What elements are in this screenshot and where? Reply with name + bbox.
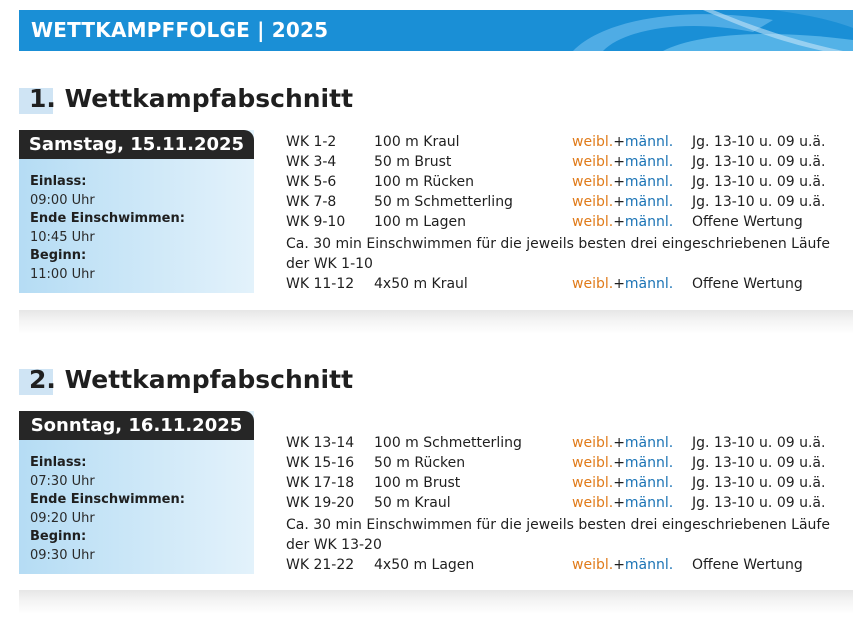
event-gender [572, 433, 673, 453]
event-distance: 4x50 m Lagen [374, 557, 475, 573]
event-number: WK 15-16 [286, 455, 355, 471]
event-category: Offene Wertung [692, 214, 803, 230]
male-label: männl. [624, 174, 674, 190]
plus-sign: + [613, 495, 625, 511]
male-label: männl. [624, 435, 674, 451]
plus-sign: + [613, 214, 625, 230]
event-number: WK 1-2 [286, 134, 337, 150]
event-number: WK 11-12 [286, 276, 355, 292]
plus-sign: + [613, 276, 625, 292]
event-gender [572, 473, 673, 493]
info-value: 10:45 Uhr [30, 229, 95, 245]
event-category: Jg. 13-10 u. 09 u.ä. [692, 435, 826, 451]
info-value: 09:20 Uhr [30, 510, 95, 526]
plus-sign: + [613, 134, 625, 150]
event-gender [572, 212, 673, 232]
swoosh-graphic [543, 10, 853, 51]
info-label: Ende Einschwimmen: [30, 211, 185, 226]
event-row [286, 493, 846, 513]
female-label: weibl. [572, 194, 614, 210]
event-gender [572, 555, 673, 575]
banner-title: WETTKAMPFFOLGE | 2025 [31, 18, 329, 42]
title-banner [19, 10, 853, 51]
event-row [286, 132, 846, 152]
section-heading [19, 84, 519, 118]
day-header: Sonntag, 16.11.2025 [19, 411, 254, 440]
plus-sign: + [613, 455, 625, 471]
plus-sign: + [613, 475, 625, 491]
event-number: WK 17-18 [286, 475, 355, 491]
event-distance: 100 m Kraul [374, 134, 460, 150]
event-category: Jg. 13-10 u. 09 u.ä. [692, 154, 826, 170]
plus-sign: + [613, 557, 625, 573]
info-value: 07:30 Uhr [30, 473, 95, 489]
event-gender [572, 274, 673, 294]
event-row [286, 152, 846, 172]
male-label: männl. [624, 134, 674, 150]
warmup-note: Ca. 30 min Einschwimmen für die jeweils besten drei eingeschriebenen Läufe der WK 1-10 [286, 236, 830, 272]
info-value: 09:00 Uhr [30, 192, 95, 208]
male-label: männl. [624, 214, 674, 230]
day-box [19, 411, 254, 574]
event-distance: 100 m Rücken [374, 174, 475, 190]
section-title [29, 365, 353, 394]
event-category: Jg. 13-10 u. 09 u.ä. [692, 174, 826, 190]
event-category: Jg. 13-10 u. 09 u.ä. [692, 134, 826, 150]
event-row [286, 192, 846, 212]
info-label: Beginn: [30, 248, 87, 263]
male-label: männl. [624, 455, 674, 471]
male-label: männl. [624, 475, 674, 491]
section-title [29, 84, 353, 113]
event-distance: 100 m Brust [374, 475, 461, 491]
event-category: Jg. 13-10 u. 09 u.ä. [692, 495, 826, 511]
event-gender [572, 172, 673, 192]
male-label: männl. [624, 557, 674, 573]
female-label: weibl. [572, 435, 614, 451]
info-label: Beginn: [30, 529, 87, 544]
event-distance: 50 m Kraul [374, 495, 451, 511]
female-label: weibl. [572, 174, 614, 190]
female-label: weibl. [572, 276, 614, 292]
info-label: Ende Einschwimmen: [30, 492, 185, 507]
male-label: männl. [624, 276, 674, 292]
section-number: 1. [29, 84, 56, 113]
event-number: WK 9-10 [286, 214, 346, 230]
day-info [30, 454, 185, 565]
event-number: WK 7-8 [286, 194, 337, 210]
section-heading-text: Wettkampfabschnitt [64, 365, 354, 394]
female-label: weibl. [572, 557, 614, 573]
event-gender [572, 493, 673, 513]
female-label: weibl. [572, 455, 614, 471]
section-divider [19, 310, 853, 334]
event-category: Jg. 13-10 u. 09 u.ä. [692, 475, 826, 491]
relay-row [286, 555, 846, 575]
event-number: WK 19-20 [286, 495, 355, 511]
event-gender [572, 453, 673, 473]
section-divider [19, 590, 853, 614]
event-distance: 4x50 m Kraul [374, 276, 468, 292]
event-number: WK 3-4 [286, 154, 337, 170]
plus-sign: + [613, 194, 625, 210]
day-info [30, 173, 185, 284]
event-distance: 50 m Rücken [374, 455, 466, 471]
relay-row [286, 274, 846, 294]
event-row [286, 212, 846, 232]
event-distance: 50 m Schmetterling [374, 194, 513, 210]
event-number: WK 13-14 [286, 435, 355, 451]
event-gender [572, 192, 673, 212]
male-label: männl. [624, 154, 674, 170]
event-row [286, 473, 846, 493]
female-label: weibl. [572, 495, 614, 511]
female-label: weibl. [572, 154, 614, 170]
event-number: WK 21-22 [286, 557, 355, 573]
event-distance: 100 m Schmetterling [374, 435, 522, 451]
event-number: WK 5-6 [286, 174, 337, 190]
event-row [286, 433, 846, 453]
info-value: 11:00 Uhr [30, 266, 95, 282]
event-row [286, 453, 846, 473]
event-gender [572, 132, 673, 152]
plus-sign: + [613, 174, 625, 190]
female-label: weibl. [572, 475, 614, 491]
day-header: Samstag, 15.11.2025 [19, 130, 254, 159]
plus-sign: + [613, 154, 625, 170]
female-label: weibl. [572, 134, 614, 150]
event-category: Offene Wertung [692, 557, 803, 573]
info-value: 09:30 Uhr [30, 547, 95, 563]
info-label: Einlass: [30, 455, 87, 470]
event-gender [572, 152, 673, 172]
event-row [286, 172, 846, 192]
warmup-note: Ca. 30 min Einschwimmen für die jeweils besten drei eingeschriebenen Läufe der WK 13-20 [286, 517, 830, 553]
female-label: weibl. [572, 214, 614, 230]
event-category: Jg. 13-10 u. 09 u.ä. [692, 455, 826, 471]
event-category: Jg. 13-10 u. 09 u.ä. [692, 194, 826, 210]
event-distance: 100 m Lagen [374, 214, 467, 230]
event-category: Offene Wertung [692, 276, 803, 292]
male-label: männl. [624, 194, 674, 210]
day-box [19, 130, 254, 293]
male-label: männl. [624, 495, 674, 511]
section-number: 2. [29, 365, 56, 394]
section-heading-text: Wettkampfabschnitt [64, 84, 354, 113]
event-distance: 50 m Brust [374, 154, 452, 170]
section-heading [19, 365, 519, 399]
plus-sign: + [613, 435, 625, 451]
info-label: Einlass: [30, 174, 87, 189]
